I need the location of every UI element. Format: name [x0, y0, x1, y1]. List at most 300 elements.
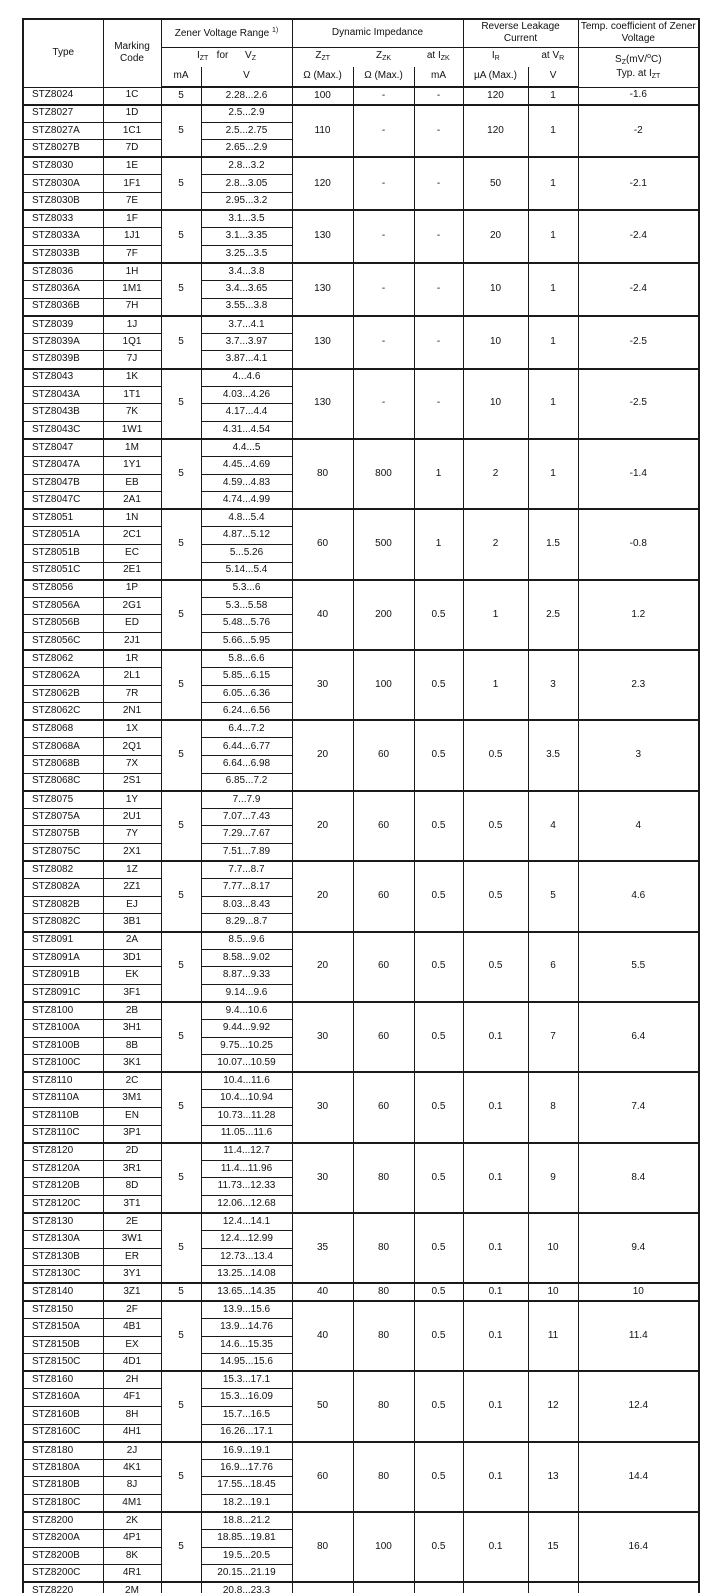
type-cell: STZ8056C [23, 632, 103, 650]
zzt-cell: 30 [292, 650, 353, 720]
col-header-type: Type [23, 19, 103, 87]
marking-cell: EC [103, 544, 161, 562]
marking-cell: 7J [103, 351, 161, 369]
col-header-at-vr: at $V_R$ [528, 47, 578, 67]
type-cell: STZ8091A [23, 949, 103, 967]
type-cell: STZ8033A [23, 228, 103, 246]
marking-cell: ED [103, 615, 161, 633]
sz-cell: 2.3 [578, 650, 699, 720]
marking-cell: 3B1 [103, 914, 161, 932]
vz-cell: 9.4...10.6 [201, 1002, 292, 1020]
vz-cell: 11.05...11.6 [201, 1125, 292, 1143]
vz-cell: 5.3...6 [201, 580, 292, 598]
marking-cell: 3M1 [103, 1090, 161, 1108]
vz-cell: 12.4...12.99 [201, 1231, 292, 1249]
marking-cell: 3Z1 [103, 1283, 161, 1301]
unit-vz: V [201, 67, 292, 87]
vz-cell: 3.25...3.5 [201, 245, 292, 263]
izt-cell: 5 [161, 1143, 201, 1213]
zzt-cell: 20 [292, 720, 353, 790]
zzk-cell: 80 [353, 1371, 414, 1441]
marking-cell: 1F1 [103, 175, 161, 193]
marking-cell: 1F [103, 210, 161, 228]
vz-cell: 4.59...4.83 [201, 474, 292, 492]
zzk-cell: 80 [353, 1301, 414, 1371]
marking-cell: 7X [103, 756, 161, 774]
zzk-cell: 60 [353, 791, 414, 861]
vz-cell: 3.1...3.5 [201, 210, 292, 228]
type-cell: STZ8140 [23, 1283, 103, 1301]
type-cell: STZ8043A [23, 386, 103, 404]
table-body [23, 87, 699, 1593]
izk-cell: 0.5 [414, 720, 463, 790]
vz-cell: 5.8...6.6 [201, 650, 292, 668]
vr-cell: 3 [528, 650, 578, 720]
sz-cell: 6.4 [578, 1002, 699, 1072]
vz-cell: 5.66...5.95 [201, 632, 292, 650]
type-cell: STZ8056B [23, 615, 103, 633]
vz-cell: 2.8...3.05 [201, 175, 292, 193]
type-cell: STZ8043B [23, 404, 103, 422]
marking-cell: 2E [103, 1213, 161, 1231]
table-row [23, 580, 699, 598]
type-cell: STZ8075A [23, 808, 103, 826]
vr-cell: 6 [528, 932, 578, 1002]
marking-cell: 3P1 [103, 1125, 161, 1143]
izt-cell: 5 [161, 1301, 201, 1371]
type-cell: STZ8120B [23, 1178, 103, 1196]
vz-cell: 10.4...10.94 [201, 1090, 292, 1108]
col-group-reverse-leakage-current: Reverse Leakage Current [463, 19, 578, 47]
col-header-ir: $I_R$ [463, 47, 528, 67]
marking-cell: 1X [103, 720, 161, 738]
ir-cell: 1 [463, 650, 528, 720]
vz-cell: 9.14...9.6 [201, 984, 292, 1002]
table-row [23, 105, 699, 123]
izk-cell [414, 1582, 463, 1593]
zzt-cell: 30 [292, 1002, 353, 1072]
izk-cell: - [414, 316, 463, 369]
marking-cell: ER [103, 1248, 161, 1266]
table-row [23, 509, 699, 527]
sz-cell: -1.4 [578, 439, 699, 509]
marking-cell: 1J1 [103, 228, 161, 246]
vz-cell: 13.65...14.35 [201, 1283, 292, 1301]
vz-cell: 3.1...3.35 [201, 228, 292, 246]
vz-cell: 13.25...14.08 [201, 1266, 292, 1284]
sz-cell: 12.4 [578, 1371, 699, 1441]
type-cell: STZ8051B [23, 544, 103, 562]
vz-cell: 4.45...4.69 [201, 456, 292, 474]
vr-cell: 10 [528, 1213, 578, 1283]
vr-cell: 9 [528, 1143, 578, 1213]
type-cell: STZ8062A [23, 668, 103, 686]
vz-cell: 2.8...3.2 [201, 157, 292, 175]
marking-cell: 2A1 [103, 492, 161, 510]
type-cell: STZ8091C [23, 984, 103, 1002]
col-header-marking-code: Marking Code [103, 19, 161, 87]
vz-cell: 15.7...16.5 [201, 1407, 292, 1425]
vr-cell: 7 [528, 1002, 578, 1072]
ir-cell: 120 [463, 105, 528, 158]
type-cell: STZ8220 [23, 1582, 103, 1593]
marking-cell: 3F1 [103, 984, 161, 1002]
type-cell: STZ8062B [23, 685, 103, 703]
marking-cell: 4D1 [103, 1354, 161, 1372]
marking-cell: 2L1 [103, 668, 161, 686]
marking-cell: 1C [103, 87, 161, 105]
type-cell: STZ8120C [23, 1195, 103, 1213]
type-cell: STZ8082B [23, 896, 103, 914]
vz-cell: 4...4.6 [201, 369, 292, 387]
sz-cell: 10 [578, 1283, 699, 1301]
vz-cell: 18.2...19.1 [201, 1495, 292, 1513]
sz-cell: 8.4 [578, 1143, 699, 1213]
vr-cell: 4 [528, 791, 578, 861]
vz-cell: 5...5.26 [201, 544, 292, 562]
izk-cell: 0.5 [414, 932, 463, 1002]
ir-cell: 0.5 [463, 861, 528, 931]
sz-cell: 5.5 [578, 932, 699, 1002]
vz-cell: 8.29...8.7 [201, 914, 292, 932]
table-row [23, 439, 699, 457]
marking-cell: 4H1 [103, 1424, 161, 1442]
table-row [23, 1283, 699, 1301]
vz-cell: 14.6...15.35 [201, 1336, 292, 1354]
zzt-cell: 40 [292, 580, 353, 650]
zzk-cell: - [353, 316, 414, 369]
col-header-zzt: $Z_{ZT}$ [292, 47, 353, 67]
type-cell: STZ8130C [23, 1266, 103, 1284]
vz-cell: 15.3...17.1 [201, 1371, 292, 1389]
type-cell: STZ8100B [23, 1037, 103, 1055]
ir-cell: 2 [463, 439, 528, 509]
vz-cell: 11.4...11.96 [201, 1160, 292, 1178]
marking-cell: 7Y [103, 826, 161, 844]
vz-cell: 8.5...9.6 [201, 932, 292, 950]
izk-cell: - [414, 87, 463, 105]
type-cell: STZ8200 [23, 1512, 103, 1530]
izk-cell: - [414, 210, 463, 263]
zzk-cell: 100 [353, 1512, 414, 1582]
type-cell: STZ8068C [23, 773, 103, 791]
zzt-cell: 130 [292, 263, 353, 316]
ir-cell: 0.5 [463, 720, 528, 790]
zzt-cell: 20 [292, 791, 353, 861]
vz-cell: 4.17...4.4 [201, 404, 292, 422]
type-cell: STZ8043C [23, 421, 103, 439]
vz-cell: 2.28...2.6 [201, 87, 292, 105]
table-row [23, 1512, 699, 1530]
vz-cell: 12.4...14.1 [201, 1213, 292, 1231]
marking-cell: EK [103, 967, 161, 985]
zzt-cell: 130 [292, 210, 353, 263]
vz-cell: 7.29...7.67 [201, 826, 292, 844]
vz-cell: 4.4...5 [201, 439, 292, 457]
vz-cell: 4.8...5.4 [201, 509, 292, 527]
vz-cell: 14.95...15.6 [201, 1354, 292, 1372]
marking-cell: 7R [103, 685, 161, 703]
izt-cell: 5 [161, 932, 201, 1002]
marking-cell: 2N1 [103, 703, 161, 721]
marking-cell: 1Y1 [103, 456, 161, 474]
table-row [23, 1143, 699, 1161]
sz-cell: -2.5 [578, 369, 699, 439]
vz-cell: 4.03...4.26 [201, 386, 292, 404]
izk-cell: 0.5 [414, 861, 463, 931]
marking-cell: 1R [103, 650, 161, 668]
table-row [23, 650, 699, 668]
izt-cell: 5 [161, 157, 201, 210]
zzt-cell: 35 [292, 1213, 353, 1283]
sz-cell: -1.6 [578, 87, 699, 105]
vr-cell: 1 [528, 87, 578, 105]
marking-cell: 2X1 [103, 844, 161, 862]
ir-cell: 0.5 [463, 791, 528, 861]
izt-cell: 5 [161, 580, 201, 650]
izk-cell: 1 [414, 439, 463, 509]
vz-cell: 6.4...7.2 [201, 720, 292, 738]
izt-cell: 5 [161, 263, 201, 316]
izt-cell: 5 [161, 1002, 201, 1072]
zzt-cell: 30 [292, 1072, 353, 1142]
izk-cell: - [414, 263, 463, 316]
vz-cell: 10.73...11.28 [201, 1107, 292, 1125]
izt-cell: 5 [161, 369, 201, 439]
vz-cell: 5.14...5.4 [201, 562, 292, 580]
marking-cell: 4K1 [103, 1459, 161, 1477]
marking-cell: 2U1 [103, 808, 161, 826]
vr-cell: 1 [528, 263, 578, 316]
vr-cell: 1 [528, 105, 578, 158]
vr-cell [528, 1582, 578, 1593]
vz-cell: 3.87...4.1 [201, 351, 292, 369]
type-cell: STZ8130A [23, 1231, 103, 1249]
vr-cell: 3.5 [528, 720, 578, 790]
type-cell: STZ8091B [23, 967, 103, 985]
marking-cell: 2J [103, 1442, 161, 1460]
type-cell: STZ8030 [23, 157, 103, 175]
marking-cell: EJ [103, 896, 161, 914]
izt-cell: 5 [161, 650, 201, 720]
type-cell: STZ8039A [23, 333, 103, 351]
ir-cell: 0.1 [463, 1301, 528, 1371]
izk-cell: 0.5 [414, 1301, 463, 1371]
type-cell: STZ8150B [23, 1336, 103, 1354]
vr-cell: 1 [528, 157, 578, 210]
type-cell: STZ8030B [23, 193, 103, 211]
izt-cell: 5 [161, 105, 201, 158]
zzt-cell: 120 [292, 157, 353, 210]
type-cell: STZ8130B [23, 1248, 103, 1266]
unit-zzt: Ω (Max.) [292, 67, 353, 87]
izk-cell: - [414, 369, 463, 439]
zzt-cell: 20 [292, 932, 353, 1002]
marking-cell: 1E [103, 157, 161, 175]
marking-cell: EX [103, 1336, 161, 1354]
vz-cell: 3.7...4.1 [201, 316, 292, 334]
type-cell: STZ8180A [23, 1459, 103, 1477]
zzk-cell: 80 [353, 1442, 414, 1512]
zzt-cell: 40 [292, 1283, 353, 1301]
type-cell: STZ8091 [23, 932, 103, 950]
vz-cell: 8.58...9.02 [201, 949, 292, 967]
type-cell: STZ8068A [23, 738, 103, 756]
sz-symbol-line: $S_Z(mV/^oC)$ [615, 52, 662, 66]
unit-ir: µA (Max.) [463, 67, 528, 87]
type-cell: STZ8036 [23, 263, 103, 281]
marking-cell: 1C1 [103, 122, 161, 140]
marking-cell: 4M1 [103, 1495, 161, 1513]
type-cell: STZ8110C [23, 1125, 103, 1143]
type-cell: STZ8030A [23, 175, 103, 193]
vz-cell: 5.48...5.76 [201, 615, 292, 633]
col-group-temp-coefficient: Temp. coefficient of Zener Voltage [578, 19, 699, 47]
izt-cell: 5 [161, 439, 201, 509]
marking-cell: 7K [103, 404, 161, 422]
vr-cell: 13 [528, 1442, 578, 1512]
vz-cell: 4.87...5.12 [201, 527, 292, 545]
marking-cell: 2Z1 [103, 879, 161, 897]
marking-cell: 4P1 [103, 1530, 161, 1548]
izk-cell: 0.5 [414, 1072, 463, 1142]
vz-cell: 2.95...3.2 [201, 193, 292, 211]
type-cell: STZ8110B [23, 1107, 103, 1125]
table-row [23, 1582, 699, 1593]
vz-cell: 3.4...3.8 [201, 263, 292, 281]
vz-cell: 7.07...7.43 [201, 808, 292, 826]
vz-cell: 9.75...10.25 [201, 1037, 292, 1055]
type-cell: STZ8075 [23, 791, 103, 809]
marking-cell: 2C1 [103, 527, 161, 545]
ir-cell: 10 [463, 369, 528, 439]
sz-cell: -2 [578, 105, 699, 158]
marking-cell: 8D [103, 1178, 161, 1196]
type-cell: STZ8120 [23, 1143, 103, 1161]
izt-cell: 5 [161, 316, 201, 369]
table-row [23, 1072, 699, 1090]
sz-cell: 4 [578, 791, 699, 861]
table-row [23, 316, 699, 334]
izk-cell: 0.5 [414, 1002, 463, 1072]
marking-cell: 8K [103, 1547, 161, 1565]
vz-cell: 7.77...8.17 [201, 879, 292, 897]
izk-cell: 0.5 [414, 1213, 463, 1283]
marking-cell: 3D1 [103, 949, 161, 967]
marking-cell: 3R1 [103, 1160, 161, 1178]
type-cell: STZ8043 [23, 369, 103, 387]
sz-condition-line: Typ. at $I_{ZT}$ [616, 67, 661, 80]
header-row-groups [23, 19, 699, 47]
izt-cell: 5 [161, 1213, 201, 1283]
ir-cell: 0.1 [463, 1442, 528, 1512]
type-cell: STZ8036A [23, 281, 103, 299]
vz-cell: 16.9...17.76 [201, 1459, 292, 1477]
marking-cell: 2G1 [103, 597, 161, 615]
izk-cell: - [414, 157, 463, 210]
type-cell: STZ8068 [23, 720, 103, 738]
unit-vr: V [528, 67, 578, 87]
marking-cell: 8H [103, 1407, 161, 1425]
vz-cell: 2.5...2.9 [201, 105, 292, 123]
vr-cell: 15 [528, 1512, 578, 1582]
marking-cell: 4B1 [103, 1319, 161, 1337]
type-cell: STZ8024 [23, 87, 103, 105]
sz-cell: -0.8 [578, 509, 699, 579]
unit-izt: mA [161, 67, 201, 87]
type-cell: STZ8160 [23, 1371, 103, 1389]
marking-cell: 1W1 [103, 421, 161, 439]
zzt-cell: 40 [292, 1301, 353, 1371]
marking-cell: 2H [103, 1371, 161, 1389]
marking-cell: 1M [103, 439, 161, 457]
col-header-izt-for-vz: $I_{ZT}$ for $V_Z$ [161, 47, 292, 67]
type-cell: STZ8100 [23, 1002, 103, 1020]
zzt-cell: 130 [292, 316, 353, 369]
vz-cell: 16.9...19.1 [201, 1442, 292, 1460]
vz-cell: 17.55...18.45 [201, 1477, 292, 1495]
type-cell: STZ8150A [23, 1319, 103, 1337]
marking-cell: 7D [103, 140, 161, 158]
type-cell: STZ8082A [23, 879, 103, 897]
marking-cell: 2Q1 [103, 738, 161, 756]
marking-cell: 8J [103, 1477, 161, 1495]
vz-cell: 20.8...23.3 [201, 1582, 292, 1593]
table-row [23, 1442, 699, 1460]
izk-cell: 0.5 [414, 791, 463, 861]
zzk-cell [353, 1582, 414, 1593]
izt-cell: 5 [161, 1283, 201, 1301]
marking-cell: 1D [103, 105, 161, 123]
marking-cell: 2F [103, 1301, 161, 1319]
type-cell: STZ8039 [23, 316, 103, 334]
zzt-cell: 110 [292, 105, 353, 158]
ir-cell: 0.1 [463, 1371, 528, 1441]
zzk-cell: - [353, 369, 414, 439]
type-cell: STZ8027B [23, 140, 103, 158]
vz-cell: 12.06...12.68 [201, 1195, 292, 1213]
izk-cell: - [414, 105, 463, 158]
izk-cell: 0.5 [414, 580, 463, 650]
vz-cell: 11.73...12.33 [201, 1178, 292, 1196]
col-group-dynamic-impedance: Dynamic Impedance [292, 19, 463, 47]
marking-cell: 2M [103, 1582, 161, 1593]
vz-cell: 4.31...4.54 [201, 421, 292, 439]
marking-cell: 7F [103, 245, 161, 263]
vz-cell: 13.9...15.6 [201, 1301, 292, 1319]
vz-cell: 5.85...6.15 [201, 668, 292, 686]
vz-cell: 2.5...2.75 [201, 122, 292, 140]
izk-cell: 0.5 [414, 650, 463, 720]
marking-cell: 2J1 [103, 632, 161, 650]
ir-cell: 0.1 [463, 1283, 528, 1301]
table-row [23, 861, 699, 879]
zzt-cell: 30 [292, 1143, 353, 1213]
vz-cell: 18.8...21.2 [201, 1512, 292, 1530]
zzk-cell: 60 [353, 932, 414, 1002]
marking-cell: 1T1 [103, 386, 161, 404]
vz-cell: 9.44...9.92 [201, 1019, 292, 1037]
zzk-cell: - [353, 157, 414, 210]
vz-cell: 5.3...5.58 [201, 597, 292, 615]
vz-cell: 3.55...3.8 [201, 298, 292, 316]
marking-cell: 7E [103, 193, 161, 211]
izt-cell: 5 [161, 1371, 201, 1441]
izk-cell: 0.5 [414, 1442, 463, 1512]
type-cell: STZ8068B [23, 756, 103, 774]
vr-cell: 1 [528, 210, 578, 263]
type-cell: STZ8027A [23, 122, 103, 140]
